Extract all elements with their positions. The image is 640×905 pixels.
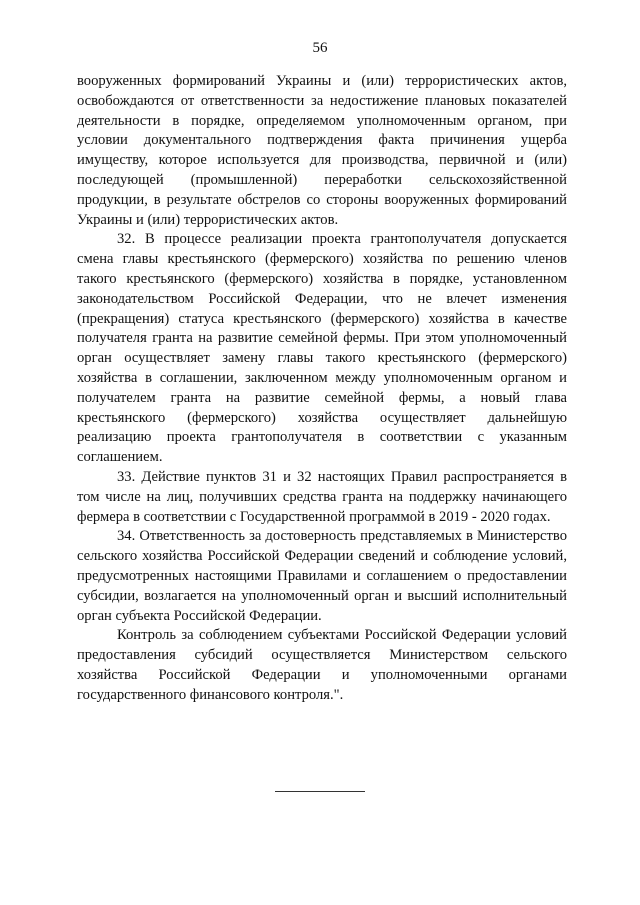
document-body (77, 72, 567, 706)
paragraph-control: Контроль за соблюдением субъектами Российской Федерации условий предоставления субсидий осуществляется Министерством сельского хозяйства Российской Федерации и уполномоченными органами государственного финансового контроля.". (77, 627, 567, 703)
paragraph-clause-33: 33. Действие пунктов 31 и 32 настоящих Правил распространяется в том числе на лиц, получивших средства гранта на поддержку начинающего фермера в соответствии с Государственной программой в 2019 - 2020 годах. (77, 468, 567, 525)
paragraph-clause-32: 32. В процессе реализации проекта грантополучателя допускается смена главы крестьянского (фермерского) хозяйства по решению членов такого крестьянского (фермерского) хозяйства в порядке, установленном законодательством Российской Федерации, что не влечет изменения (прекращения) статуса крестьянского (фермерского) хозяйства в качестве получателя гранта на развитие семейной фермы. При этом уполномоченный орган осуществляет замену главы такого крестьянского (фермерского) хозяйства в соглашении, заключенном между уполномоченным органом и получателем гранта на развитие семейной фермы, а новый глава крестьянского (фермерского) хозяйства осуществляет дальнейшую реализацию проекта грантополучателя в соответствии с указанным соглашением. (77, 231, 567, 466)
paragraph-continuation: вооруженных формирований Украины и (или) террористических актов, освобождаются от ответственности за недостижение плановых показателей деятельности в порядке, определяемом уполномоченным органом, при условии документального подтверждения факта причинения ущерба имуществу, которое используется для производства, первичной и (или) последующей (промышленной) переработки сельскохозяйственной продукции, в результате обстрелов со стороны вооруженных формирований Украины и (или) террористических актов. (77, 73, 567, 228)
page-number: 56 (312, 40, 328, 56)
end-divider (275, 791, 365, 792)
paragraph-clause-34: 34. Ответственность за достоверность представляемых в Министерство сельского хозяйства Российской Федерации сведений и соблюдение условий, предусмотренных настоящими Правилами и соглашением о предоставлении субсидии, возлагается на уполномоченный орган и высший исполнительный орган субъекта Российской Федерации. (77, 528, 567, 624)
